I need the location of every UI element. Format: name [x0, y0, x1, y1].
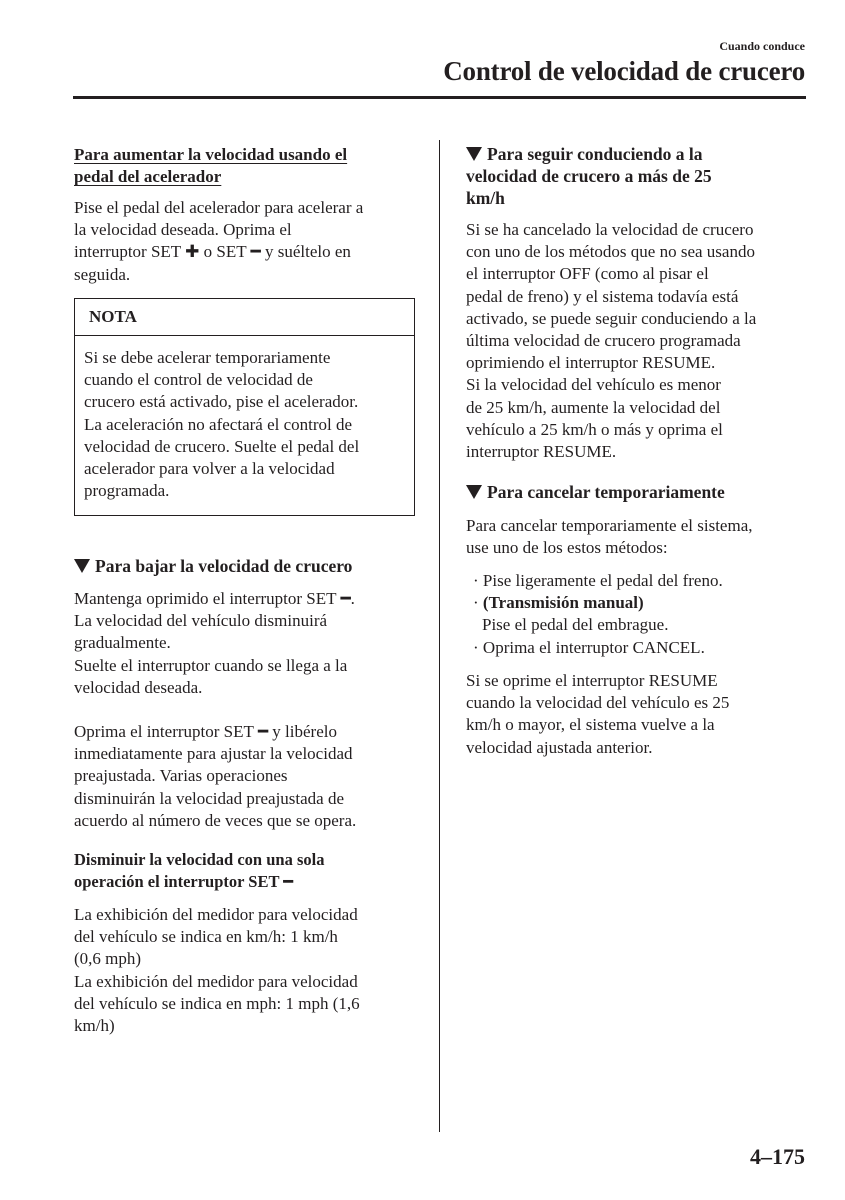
left-heading-decrease-speed	[74, 555, 424, 577]
header-section-label: Cuando conduce	[719, 39, 805, 53]
heading-text: Para bajar la velocidad de crucero	[95, 556, 353, 576]
right-heading-cancel	[466, 481, 811, 503]
note-separator	[75, 335, 414, 336]
left-paragraph-press-set: Oprima el interruptor SET ━ y libérelo inmediatamente para ajustar la velocidad preajustada. Varias operaciones disminuirán la velocidad preajustada de acuerdo al número de veces que se opera.	[74, 722, 357, 830]
heading-text: Para cancelar temporariamente	[487, 482, 725, 502]
note-body: Si se debe acelerar temporariamente cuando el control de velocidad de crucero está activado, pise el acelerador. La aceleración no afectará el control de velocidad de crucero. Suelte el pedal del acelerador para volver a la velocidad programada.	[84, 348, 360, 501]
note-title: NOTA	[89, 307, 137, 326]
right-paragraph-resume: Si se ha cancelado la velocidad de crucero con uno de los métodos que no sea usando el interruptor OFF (como al pisar el pedal de freno) y el sistema todavía está activado, se puede seguir conduciendo a la última velocidad de crucero programada oprimiendo el interruptor RESUME. Si la velocidad del vehículo es menor de 25 km/h, aumente la velocidad del vehículo a 25 km/h o más y oprima el interruptor RESUME.	[466, 220, 757, 462]
right-paragraph-cancel-intro: Para cancelar temporariamente el sistema, use uno de los estos métodos:	[466, 516, 753, 558]
left-paragraph-accelerate: Pise el pedal del acelerador para acelerar a la velocidad deseada. Oprima el interruptor SET ✚ o SET ━ y suéltelo en seguida.	[74, 198, 364, 284]
right-heading-resume-speed	[466, 143, 811, 209]
left-paragraph-meter-display: La exhibición del medidor para velocidad del vehículo se indica en km/h: 1 km/h (0,6 mph) La exhibición del medidor para velocidad del vehículo se indica en mph: 1 mph (1,6 km/h)	[74, 905, 360, 1036]
left-heading-increase-speed: Para aumentar la velocidad usando el pedal del acelerador	[74, 145, 348, 187]
list-item-text: Pise ligeramente el pedal del freno.	[482, 571, 723, 590]
list-item-text: Oprima el interruptor CANCEL.	[482, 637, 705, 657]
list-item: · Oprima el interruptor CANCEL.	[473, 637, 705, 657]
triangle-down-icon	[466, 485, 482, 499]
list-item: · (Transmisión manual) Pise el pedal del embrague.	[473, 593, 669, 635]
left-paragraph-hold-set: Mantenga oprimido el interruptor SET ━. La velocidad del vehículo disminuirá gradualmente. Suelte el interruptor cuando se llega a la velocidad deseada.	[74, 589, 355, 697]
page-number: 4–175	[750, 1144, 805, 1169]
header-rule	[73, 96, 806, 99]
note-box	[74, 298, 415, 516]
left-subheading-single-operation: Disminuir la velocidad con una sola operación el interruptor SET ━	[74, 850, 325, 892]
cancel-methods-list	[466, 570, 811, 659]
right-paragraph-resume-condition: Si se oprime el interruptor RESUME cuando la velocidad del vehículo es 25 km/h o mayor, el sistema vuelve a la velocidad ajustada anterior.	[466, 671, 730, 757]
heading-text: Para seguir conduciendo a la velocidad de crucero a más de 25 km/h	[466, 144, 712, 208]
column-divider	[439, 140, 440, 1132]
list-item-text: Pise el pedal del embrague.	[482, 615, 669, 635]
page-title: Control de velocidad de crucero	[443, 56, 805, 86]
list-item-bold: (Transmisión manual)	[482, 593, 644, 613]
list-item: · Pise ligeramente el pedal del freno.	[473, 571, 723, 590]
triangle-down-icon	[74, 559, 90, 573]
triangle-down-icon	[466, 147, 482, 161]
